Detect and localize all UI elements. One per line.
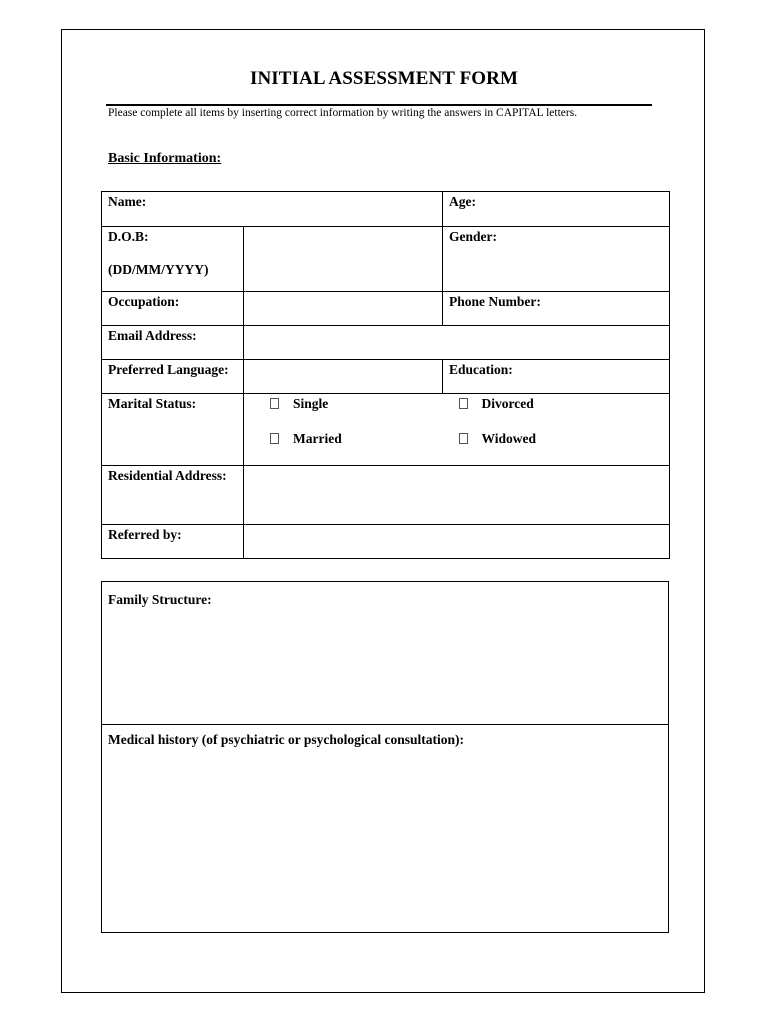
residential-label: Residential Address:: [108, 468, 227, 483]
education-label: Education:: [449, 362, 513, 377]
dob-format-hint: (DD/MM/YYYY): [108, 262, 209, 277]
education-field[interactable]: [443, 360, 670, 394]
section-heading-basic-info: Basic Information:: [108, 151, 222, 166]
dob-label: D.O.B:: [108, 229, 149, 244]
referred-field[interactable]: [244, 525, 670, 559]
language-label: Preferred Language:: [108, 362, 229, 377]
language-label-cell: [102, 360, 244, 394]
age-label: Age:: [449, 194, 477, 209]
widowed-label: Widowed: [481, 431, 537, 446]
table-row: [102, 525, 670, 559]
widowed-checkbox[interactable]: [459, 433, 468, 444]
instruction-text: Please complete all items by inserting correct information by writing the answers in CAPITAL letters.: [108, 107, 578, 119]
single-option[interactable]: [270, 394, 437, 430]
occupation-label-cell: [102, 292, 244, 326]
email-label: Email Address:: [108, 328, 197, 343]
marital-options-right: [443, 394, 670, 466]
form-title: INITIAL ASSESSMENT FORM: [249, 68, 519, 89]
table-row: [102, 466, 670, 525]
single-checkbox[interactable]: [270, 398, 279, 409]
table-row: [102, 326, 670, 360]
marital-label: Marital Status:: [108, 396, 197, 411]
table-row: [102, 360, 670, 394]
married-option[interactable]: [270, 430, 437, 465]
referred-label-cell: [102, 525, 244, 559]
residential-label-cell: [102, 466, 244, 525]
divorced-option[interactable]: [459, 394, 664, 430]
divorced-checkbox[interactable]: [459, 398, 468, 409]
marital-label-cell: [102, 394, 244, 466]
dob-field[interactable]: [244, 227, 443, 292]
marital-options-left: [244, 394, 443, 466]
name-label: Name:: [108, 194, 147, 209]
email-field[interactable]: [244, 326, 670, 360]
table-row: [102, 227, 670, 292]
table-row: [102, 292, 670, 326]
title-underline: [106, 104, 652, 106]
gender-field[interactable]: [443, 227, 670, 292]
divorced-label: Divorced: [481, 396, 534, 411]
basic-information-table: [101, 191, 670, 559]
dob-label-cell: [102, 227, 244, 292]
family-structure-label: Family Structure:: [108, 592, 212, 607]
medical-history-label: Medical history (of psychiatric or psychological consultation):: [108, 732, 464, 747]
medical-history-box[interactable]: [101, 724, 669, 933]
table-row: [102, 394, 670, 466]
language-field[interactable]: [244, 360, 443, 394]
table-row: [102, 192, 670, 227]
phone-field[interactable]: [443, 292, 670, 326]
widowed-option[interactable]: [459, 430, 664, 465]
married-checkbox[interactable]: [270, 433, 279, 444]
occupation-label: Occupation:: [108, 294, 180, 309]
referred-label: Referred by:: [108, 527, 182, 542]
email-label-cell: [102, 326, 244, 360]
residential-field[interactable]: [244, 466, 670, 525]
phone-label: Phone Number:: [449, 294, 541, 309]
name-field[interactable]: [102, 192, 443, 227]
gender-label: Gender:: [449, 229, 498, 244]
single-label: Single: [293, 396, 329, 411]
occupation-field[interactable]: [244, 292, 443, 326]
married-label: Married: [293, 431, 342, 446]
age-field[interactable]: [443, 192, 670, 227]
family-structure-box[interactable]: [101, 581, 669, 725]
